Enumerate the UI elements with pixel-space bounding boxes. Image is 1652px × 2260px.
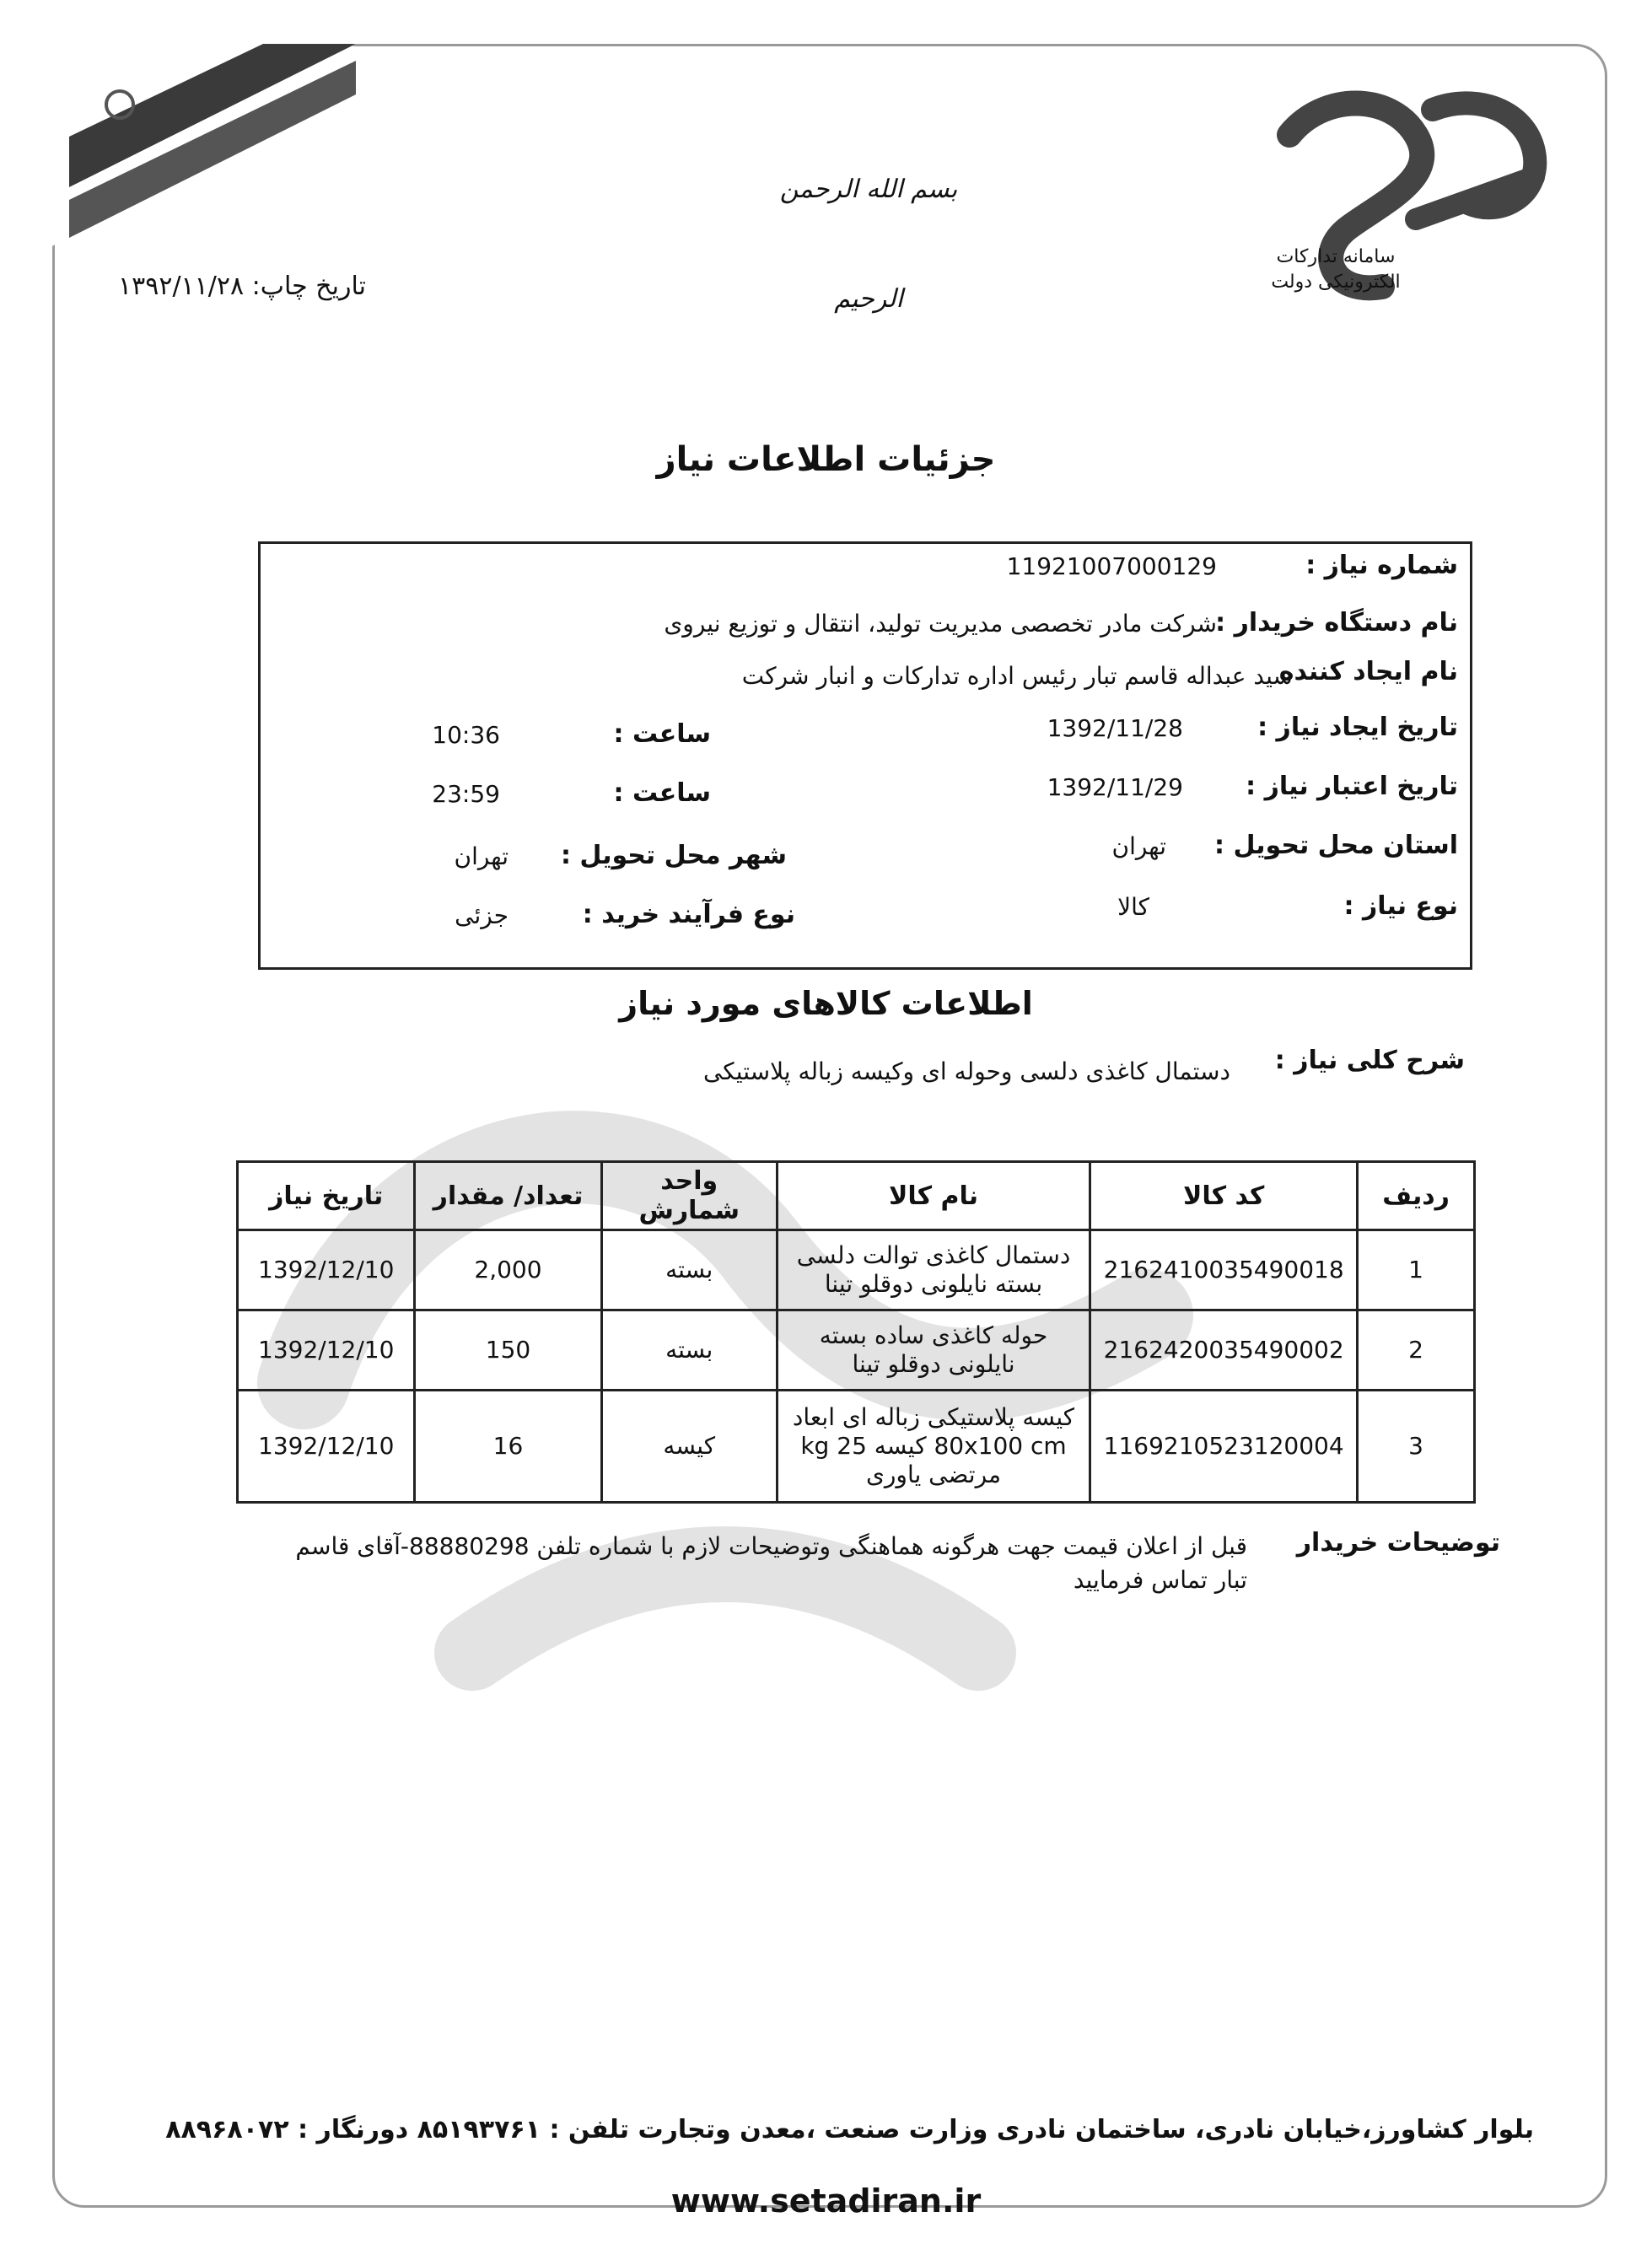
goods-section-title: اطلاعات کالاهای مورد نیاز bbox=[619, 985, 1033, 1022]
creator-label: نام ایجاد کننده bbox=[1278, 657, 1458, 686]
buyer-notes-label: توضیحات خریدار bbox=[1296, 1528, 1500, 1558]
footer-address: بلوار کشاورز،خیابان نادری، ساختمان نادری وزارت صنعت ،معدن وتجارت تلفن : ۸۵۱۹۳۷۶۱ دورنگار : ۸۸۹۶۸۰۷۲ bbox=[165, 2115, 1534, 2144]
created-time-label: ساعت : bbox=[613, 719, 711, 749]
item-code: 1169210523120004 bbox=[1090, 1391, 1358, 1503]
row-number: 2 bbox=[1358, 1310, 1475, 1391]
item-code: 2162410035490018 bbox=[1090, 1230, 1358, 1310]
buyer-label: نام دستگاه خریدار : bbox=[1215, 608, 1458, 638]
item-qty: 16 bbox=[415, 1391, 601, 1503]
setad-logo bbox=[1256, 76, 1559, 354]
item-code: 2162420035490002 bbox=[1090, 1310, 1358, 1391]
website-link[interactable]: www.setadiran.ir bbox=[670, 2182, 982, 2220]
flag-emblem-icon bbox=[52, 44, 356, 263]
item-unit: بسته bbox=[601, 1310, 777, 1391]
general-desc: دستمال کاغذی دلسی وحوله ای وکیسه زباله پلاستیکی bbox=[702, 1057, 1230, 1085]
row-number: 1 bbox=[1358, 1230, 1475, 1310]
item-qty: 2,000 bbox=[415, 1230, 601, 1310]
col-row: ردیف bbox=[1358, 1162, 1475, 1230]
basmala: بسم الله الرحمن الرحیم bbox=[779, 175, 958, 314]
table-row bbox=[238, 1230, 1475, 1310]
item-date: 1392/12/10 bbox=[238, 1230, 415, 1310]
print-date-label: تاریخ چاپ: bbox=[251, 272, 366, 301]
general-desc-label: شرح کلی نیاز : bbox=[1274, 1046, 1465, 1075]
valid-time: 23:59 bbox=[432, 780, 500, 808]
province-label: استان محل تحویل : bbox=[1214, 831, 1458, 860]
need-number: 11921007000129 bbox=[1006, 552, 1217, 580]
table-row bbox=[238, 1310, 1475, 1391]
need-type-value: کالا bbox=[1117, 893, 1149, 921]
city-value: تهران bbox=[454, 842, 509, 870]
item-unit: کیسه bbox=[601, 1391, 777, 1503]
purchase-type-label: نوع فرآیند خرید : bbox=[582, 900, 795, 929]
col-qty: تعداد/ مقدار bbox=[415, 1162, 601, 1230]
buyer-notes: قبل از اعلان قیمت جهت هرگونه هماهنگی وتوضیحات لازم با شماره تلفن 88880298-آقای قاسم تبار تماس فرمایید bbox=[295, 1532, 1247, 1594]
col-name: نام کالا bbox=[777, 1162, 1090, 1230]
created-date: 1392/11/28 bbox=[1047, 714, 1183, 742]
setad-logo-icon bbox=[1256, 76, 1559, 354]
creator-value: سید عبداله قاسم تبار رئیس اداره تدارکات و انبار شرکت bbox=[741, 662, 1293, 690]
print-date bbox=[118, 272, 366, 301]
valid-time-label: ساعت : bbox=[613, 778, 711, 808]
table-header-row bbox=[238, 1162, 1475, 1230]
province-value: تهران bbox=[1111, 832, 1166, 860]
col-code: کد کالا bbox=[1090, 1162, 1358, 1230]
need-type-label: نوع نیاز : bbox=[1343, 891, 1458, 921]
table-row bbox=[238, 1391, 1475, 1503]
logo-caption: سامانه تدارکات الکترونیکی دولت bbox=[1271, 246, 1401, 293]
need-info-box bbox=[258, 541, 1472, 970]
item-unit: بسته bbox=[601, 1230, 777, 1310]
item-qty: 150 bbox=[415, 1310, 601, 1391]
created-date-label: تاریخ ایجاد نیاز : bbox=[1257, 713, 1458, 742]
city-label: شهر محل تحویل : bbox=[560, 841, 787, 870]
need-number-label: شماره نیاز : bbox=[1305, 551, 1458, 580]
item-name: دستمال کاغذی توالت دلسی بسته نایلونی دوقلو تینا bbox=[777, 1230, 1090, 1310]
items-table bbox=[236, 1160, 1476, 1504]
buyer-value: شرکت مادر تخصصی مدیریت تولید، انتقال و توزیع نیروی bbox=[664, 610, 1217, 638]
item-name: حوله کاغذی ساده بسته نایلونی دوقلو تینا bbox=[777, 1310, 1090, 1391]
item-date: 1392/12/10 bbox=[238, 1391, 415, 1503]
col-date: تاریخ نیاز bbox=[238, 1162, 415, 1230]
col-unit: واحد شمارش bbox=[601, 1162, 777, 1230]
valid-date-label: تاریخ اعتبار نیاز : bbox=[1246, 772, 1458, 801]
item-name: کیسه پلاستیکی زباله ای ابعاد 80x100 cm کیسه 25 kg مرتضی یاوری bbox=[777, 1391, 1090, 1503]
print-date-value: ۱۳۹۲/۱۱/۲۸ bbox=[118, 272, 245, 301]
valid-date: 1392/11/29 bbox=[1047, 773, 1183, 801]
row-number: 3 bbox=[1358, 1391, 1475, 1503]
item-date: 1392/12/10 bbox=[238, 1310, 415, 1391]
purchase-type-value: جزئی bbox=[455, 901, 509, 929]
created-time: 10:36 bbox=[432, 721, 500, 749]
page-title: جزئیات اطلاعات نیاز bbox=[656, 440, 996, 479]
